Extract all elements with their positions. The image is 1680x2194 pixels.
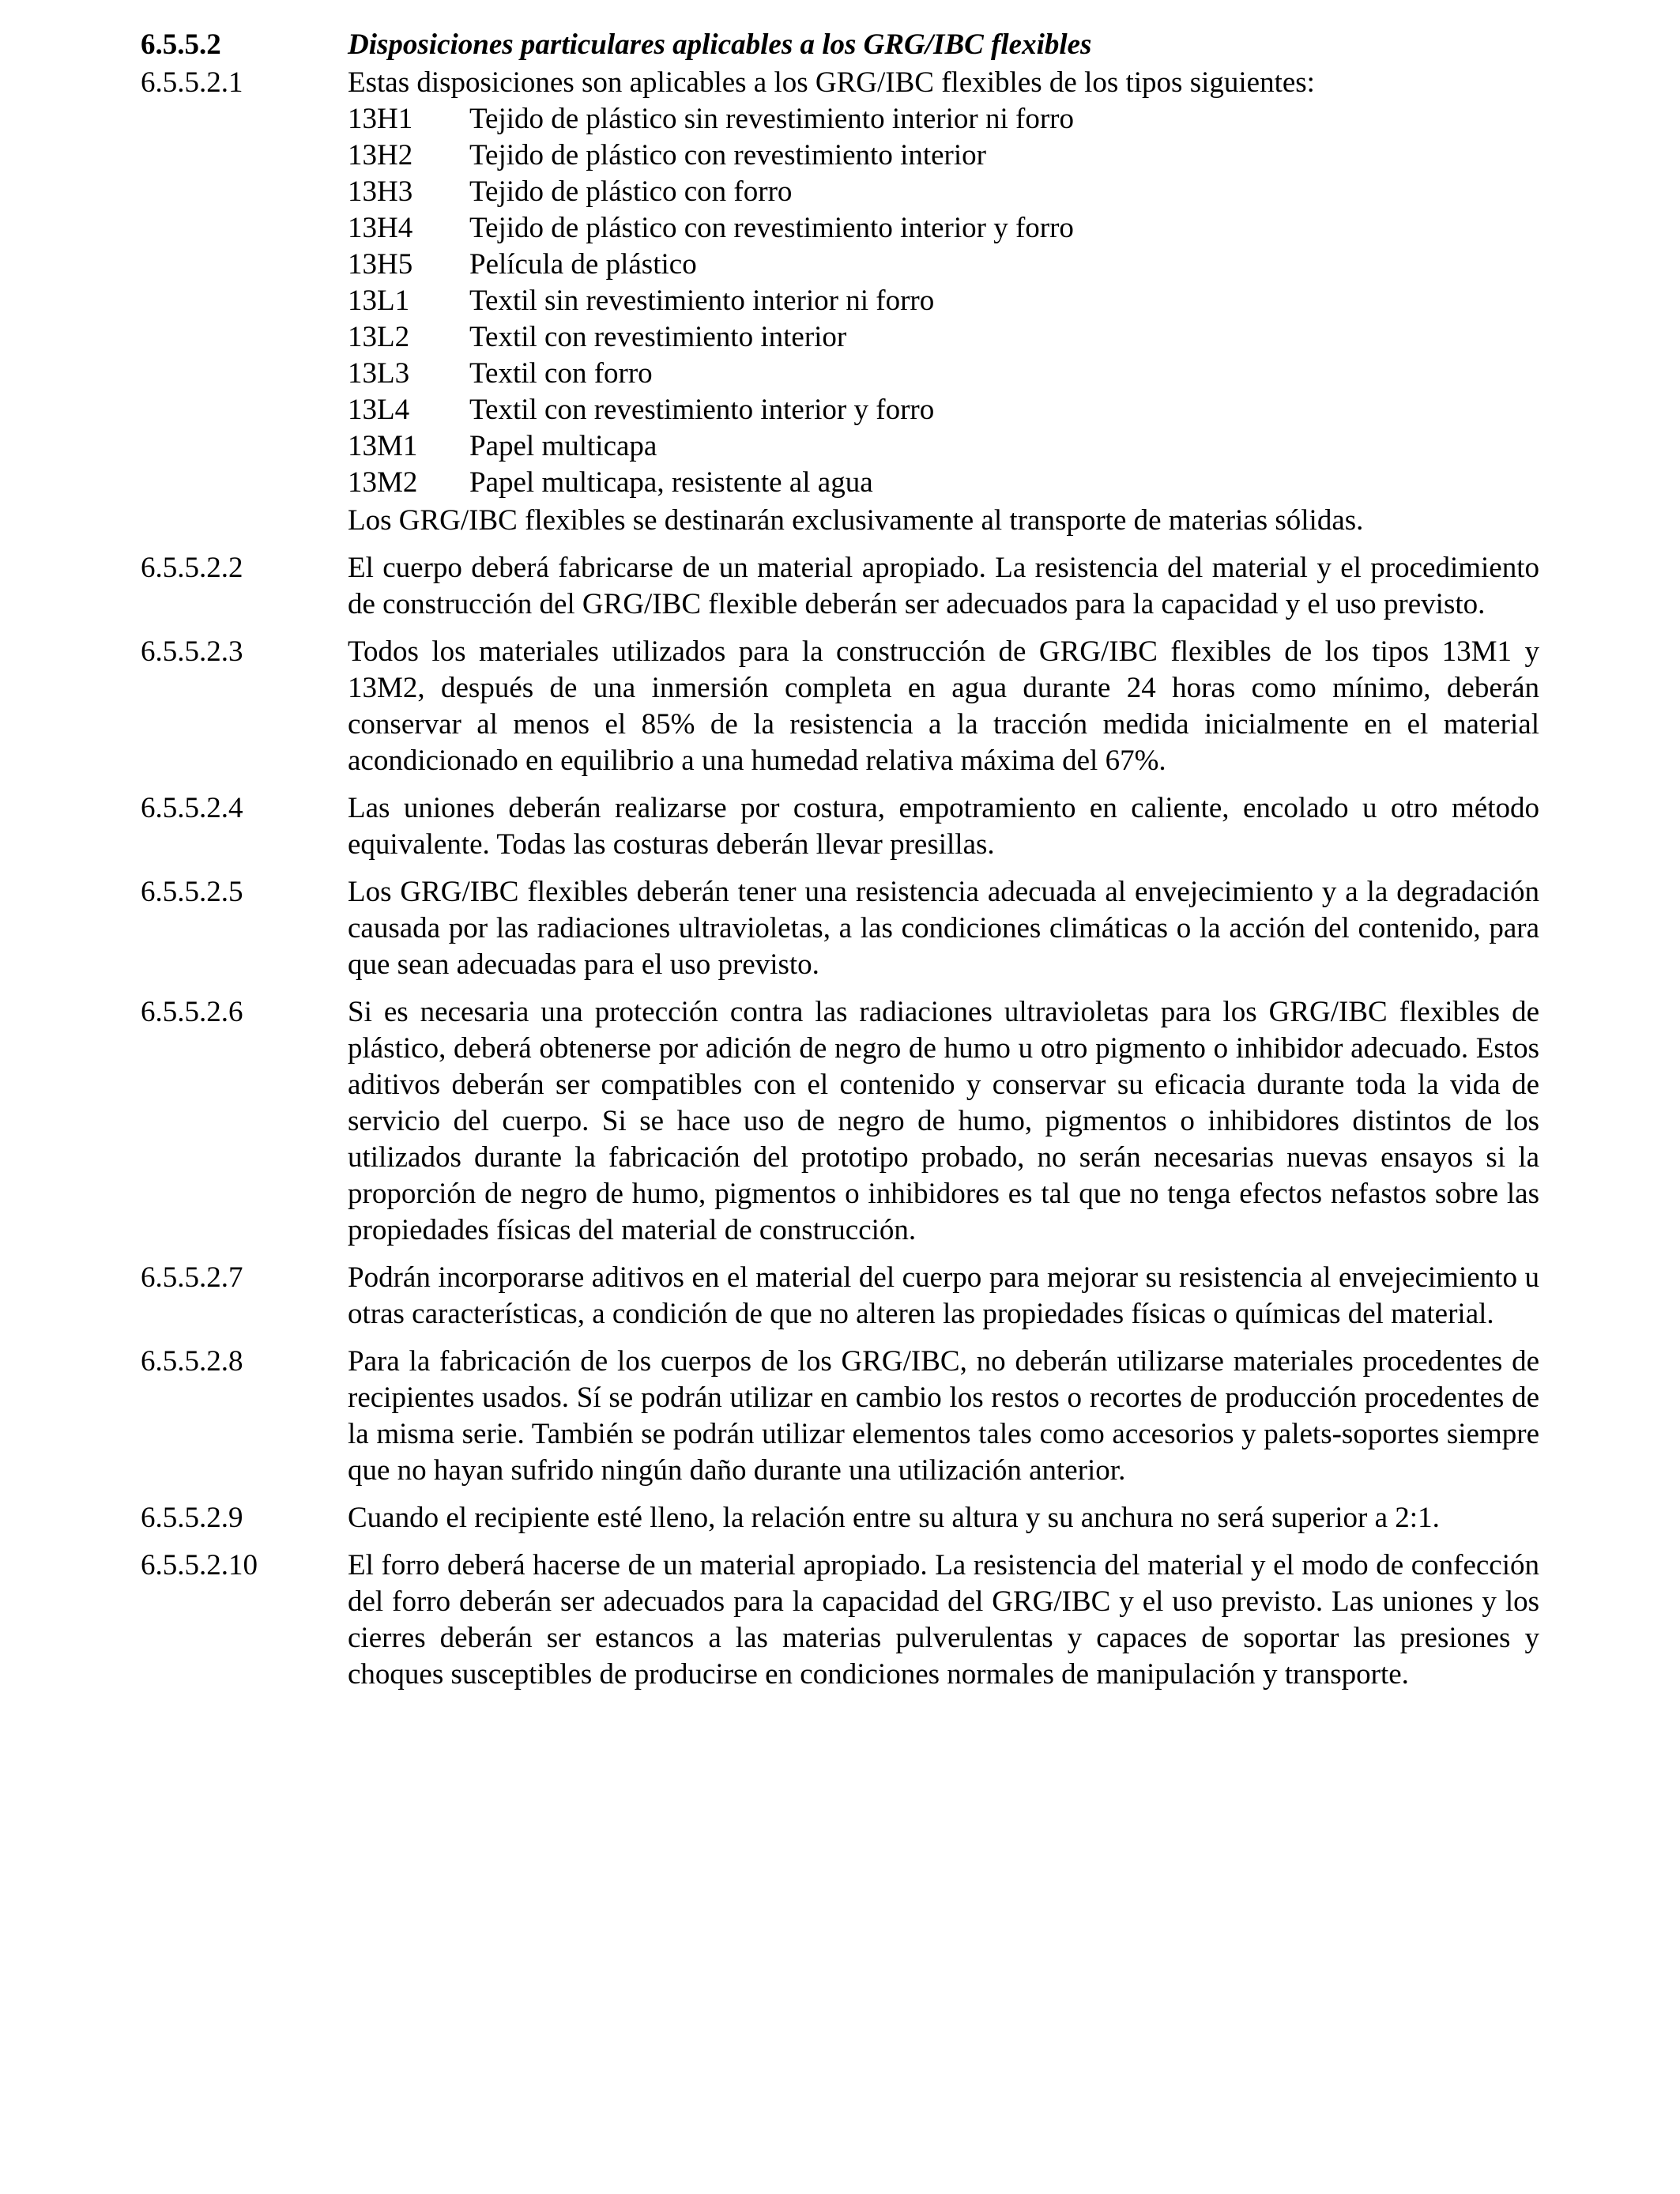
- list-item: [348, 428, 1539, 465]
- paragraph-intro: Estas disposiciones son aplicables a los GRG/IBC flexibles de los tipos siguientes:: [348, 66, 1315, 99]
- heading-title: Disposiciones particulares aplicables a los GRG/IBC flexibles: [348, 28, 1092, 61]
- type-code: 13L1: [348, 285, 410, 317]
- paragraph-6-5-5-2-7: [141, 1260, 1539, 1333]
- paragraph-number: 6.5.5.2.1: [141, 66, 243, 99]
- paragraph-number: 6.5.5.2.3: [141, 635, 243, 668]
- paragraph-text: Todos los materiales utilizados para la construcción de GRG/IBC flexibles de los tipos 13M1 y 13M2, después de una inmersión completa en agua durante 24 horas como mínimo, deberán conservar al menos el 85% de la resistencia a la tracción medida inicialmente en el material acondicionado en equilibrio a una humedad relativa máxima del 67%.: [348, 635, 1539, 777]
- heading-number: 6.5.5.2: [141, 28, 221, 61]
- type-description: Tejido de plástico sin revestimiento interior ni forro: [469, 103, 1074, 135]
- paragraph-text: Los GRG/IBC flexibles deberán tener una resistencia adecuada al envejecimiento y a la degradación causada por las radiaciones ultravioletas, a las condiciones climáticas o la acción del contenido, para que sean adecuadas para el uso previsto.: [348, 876, 1539, 981]
- type-code: 13M2: [348, 466, 418, 499]
- list-item: [348, 247, 1539, 283]
- paragraph-6-5-5-2-8: [141, 1344, 1539, 1489]
- paragraph-number: 6.5.5.2.8: [141, 1345, 243, 1378]
- paragraph-text: Si es necesaria una protección contra las radiaciones ultravioletas para los GRG/IBC flexibles de plástico, deberá obtenerse por adición de negro de humo u otro pigmento o inhibidor adecuado. Estos aditivos deberán ser compatibles con el contenido y conservar su eficacia durante toda la vida de servicio del cuerpo. Si se hace uso de negro de humo, pigmentos o inhibidores distintos de los utilizados durante la fabricación del prototipo probado, no serán necesarias nuevas ensayos si la proporción de negro de humo, pigmentos o inhibidores es tal que no tenga efectos nefastos sobre las propiedades físicas del material de construcción.: [348, 996, 1539, 1246]
- list-item: [348, 319, 1539, 356]
- type-code: 13H1: [348, 103, 413, 135]
- paragraph-6-5-5-2-4: [141, 790, 1539, 863]
- type-code: 13M1: [348, 430, 418, 462]
- type-code: 13L2: [348, 321, 410, 353]
- type-code: 13H4: [348, 212, 413, 244]
- list-item: [348, 465, 1539, 501]
- paragraph-6-5-5-2-9: [141, 1500, 1539, 1536]
- type-description: Textil con revestimiento interior y forro: [469, 394, 935, 426]
- paragraph-number: 6.5.5.2.6: [141, 996, 243, 1028]
- type-code: 13L4: [348, 394, 410, 426]
- type-code: 13H5: [348, 248, 413, 281]
- paragraph-6-5-5-2-2: [141, 550, 1539, 623]
- paragraph-number: 6.5.5.2.9: [141, 1502, 243, 1534]
- paragraph-number: 6.5.5.2.4: [141, 792, 243, 824]
- type-description: Textil con forro: [469, 357, 653, 390]
- type-description: Tejido de plástico con revestimiento interior y forro: [469, 212, 1074, 244]
- type-description: Papel multicapa, resistente al agua: [469, 466, 873, 499]
- paragraph-number: 6.5.5.2.7: [141, 1261, 243, 1294]
- type-description: Película de plástico: [469, 248, 697, 281]
- paragraph-text: Cuando el recipiente esté lleno, la relación entre su altura y su anchura no será superior a 2:1.: [348, 1502, 1440, 1534]
- paragraph-6-5-5-2-6: [141, 994, 1539, 1249]
- type-description: Textil sin revestimiento interior ni forro: [469, 285, 935, 317]
- type-description: Textil con revestimiento interior: [469, 321, 847, 353]
- paragraph-text: El forro deberá hacerse de un material apropiado. La resistencia del material y el modo de confección del forro deberán ser adecuados para la capacidad del GRG/IBC y el uso previsto. Las uniones y los cierres deberán ser estancos a las materias pulverulentas y capaces de soportar las presiones y choques susceptibles de producirse en condiciones normales de manipulación y transporte.: [348, 1549, 1539, 1691]
- paragraph-number: 6.5.5.2.2: [141, 552, 243, 584]
- list-item: [348, 138, 1539, 174]
- type-description: Papel multicapa: [469, 430, 657, 462]
- list-item: [348, 210, 1539, 247]
- list-item: [348, 174, 1539, 210]
- list-item: [348, 356, 1539, 392]
- paragraph-text: Para la fabricación de los cuerpos de los GRG/IBC, no deberán utilizarse materiales procedentes de recipientes usados. Sí se podrán utilizar en cambio los restos o recortes de producción procedentes de la misma serie. También se podrán utilizar elementos tales como accesorios y palets-soportes siempre que no hayan sufrido ningún daño durante una utilización anterior.: [348, 1345, 1539, 1487]
- paragraph-6-5-5-2-5: [141, 874, 1539, 983]
- type-code: 13H2: [348, 139, 413, 172]
- paragraph-text: El cuerpo deberá fabricarse de un material apropiado. La resistencia del material y el procedimiento de construcción del GRG/IBC flexible deberán ser adecuados para la capacidad y el uso previsto.: [348, 552, 1539, 620]
- list-item: [348, 392, 1539, 428]
- paragraph-number: 6.5.5.2.5: [141, 876, 243, 908]
- document-page: [141, 27, 1539, 1693]
- paragraph-closing: Los GRG/IBC flexibles se destinarán exclusivamente al transporte de materias sólidas.: [348, 504, 1364, 537]
- paragraph-text: Las uniones deberán realizarse por costura, empotramiento en caliente, encolado u otro método equivalente. Todas las costuras deberán llevar presillas.: [348, 792, 1539, 861]
- list-item: [348, 283, 1539, 319]
- type-description: Tejido de plástico con forro: [469, 175, 793, 208]
- paragraph-6-5-5-2-3: [141, 634, 1539, 779]
- type-description: Tejido de plástico con revestimiento interior: [469, 139, 986, 172]
- type-code: 13L3: [348, 357, 410, 390]
- paragraph-6-5-5-2-1: [141, 65, 1539, 539]
- paragraph-6-5-5-2-10: [141, 1547, 1539, 1693]
- type-code: 13H3: [348, 175, 413, 208]
- paragraph-number: 6.5.5.2.10: [141, 1549, 258, 1581]
- paragraph-text: Podrán incorporarse aditivos en el material del cuerpo para mejorar su resistencia al envejecimiento u otras características, a condición de que no alteren las propiedades físicas o químicas del material.: [348, 1261, 1539, 1330]
- section-heading: [141, 27, 1539, 63]
- list-item: [348, 101, 1539, 138]
- ibc-type-list: [348, 101, 1539, 501]
